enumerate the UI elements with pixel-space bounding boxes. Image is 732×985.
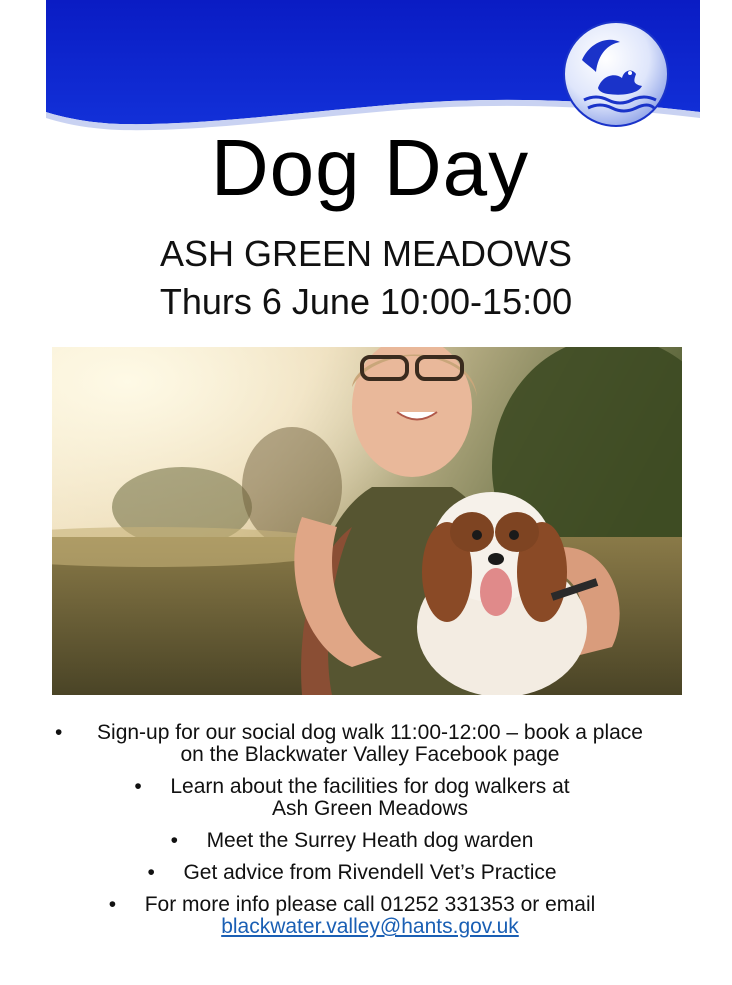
- bullet-icon: •: [55, 721, 63, 744]
- bullet-text: For more info please call 01252 331353 or email: [144, 893, 596, 916]
- event-venue: ASH GREEN MEADOWS: [159, 233, 573, 274]
- bullet-text: Learn about the facilities for dog walkers at: [170, 775, 570, 798]
- bullet-text-continued: on the Blackwater Valley Facebook page: [180, 743, 560, 766]
- bullet-icon: •: [108, 893, 117, 916]
- list-item: [30, 776, 710, 820]
- woman-holding-dog-photo: [52, 347, 682, 695]
- bullet-icon: •: [170, 829, 178, 852]
- bullet-text: Sign-up for our social dog walk 11:00-12:00 – book a place: [97, 721, 643, 744]
- email-link[interactable]: blackwater.valley@hants.gov.uk: [221, 915, 519, 938]
- list-item: [30, 862, 710, 884]
- list-item: [30, 894, 710, 938]
- bullet-icon: •: [134, 775, 142, 798]
- bullet-icon: •: [147, 861, 155, 884]
- bullet-text-continued: Ash Green Meadows: [271, 797, 469, 820]
- page-title: Dog Day: [210, 123, 530, 212]
- event-date: Thurs 6 June 10:00-15:00: [159, 281, 573, 322]
- info-list: [30, 722, 710, 948]
- list-item: [30, 722, 710, 766]
- bullet-text: Meet the Surrey Heath dog warden: [206, 829, 534, 852]
- list-item: [30, 830, 710, 852]
- duck-swimming-icon: [562, 20, 670, 128]
- bullet-text: Get advice from Rivendell Vet’s Practice: [183, 861, 557, 884]
